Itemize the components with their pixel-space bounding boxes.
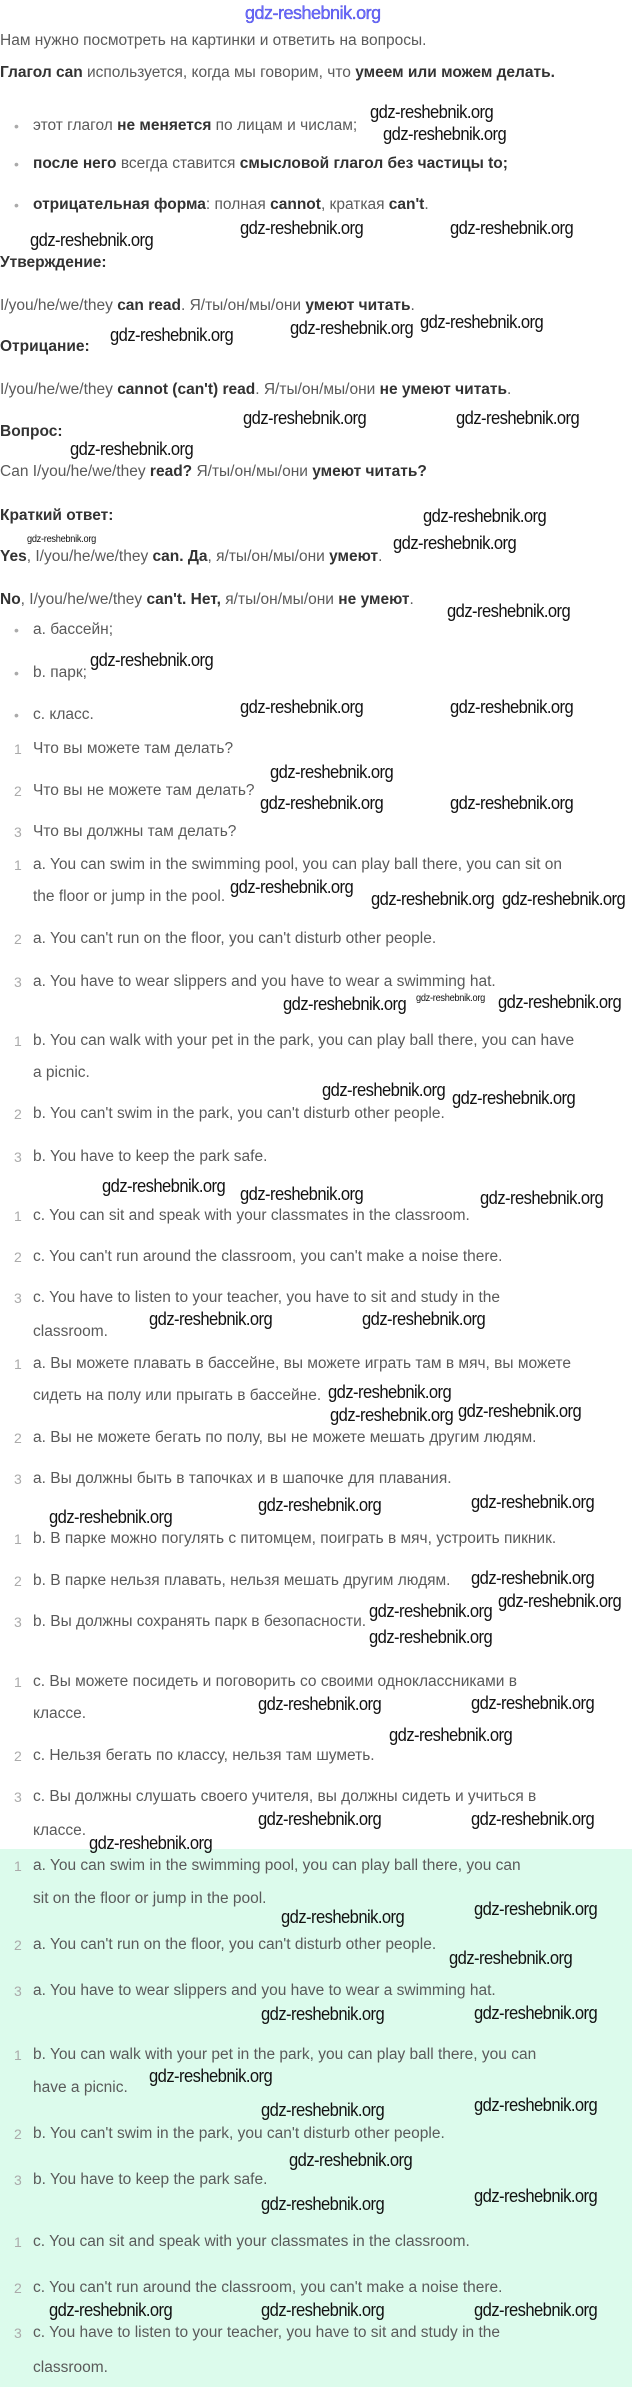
watermark: gdz-reshebnik.org xyxy=(369,1627,493,1647)
item-continuation xyxy=(33,2078,128,2098)
watermark: gdz-reshebnik.org xyxy=(149,1309,273,1329)
paragraph-line xyxy=(0,462,427,482)
item-number: 3 xyxy=(14,1290,22,1306)
bold-text: Глагол can xyxy=(0,64,83,81)
numbered-item xyxy=(14,2124,445,2144)
paragraph-line xyxy=(0,380,511,400)
item-number: 1 xyxy=(14,2047,22,2063)
text: sit on the floor or jump in the pool. xyxy=(33,1890,267,1907)
watermark: gdz-reshebnik.org xyxy=(471,1693,595,1713)
item-number: 3 xyxy=(14,1471,22,1487)
numbered-item xyxy=(14,2170,268,2190)
item-continuation xyxy=(33,1386,321,1406)
numbered-item xyxy=(14,972,496,992)
watermark: gdz-reshebnik.org xyxy=(283,994,407,1014)
text: c. You can sit and speak with your classmates in the classroom. xyxy=(33,2233,470,2250)
paragraph-line xyxy=(0,253,107,273)
paragraph-line xyxy=(0,590,414,610)
numbered-item xyxy=(14,739,234,759)
item-number: 2 xyxy=(14,1430,22,1446)
watermark: gdz-reshebnik.org xyxy=(456,408,580,428)
item-number: 1 xyxy=(14,857,22,873)
text: the floor or jump in the pool. xyxy=(33,888,226,905)
item-number: 2 xyxy=(14,2280,22,2296)
text: b. You can't swim in the park, you can't disturb other people. xyxy=(33,2125,445,2142)
bold-text: Yes xyxy=(0,548,27,565)
text: я/ты/он/мы/они xyxy=(220,591,339,608)
watermark: gdz-reshebnik.org xyxy=(258,1694,382,1714)
item-number: 2 xyxy=(14,1937,22,1953)
text: по лицам и числам; xyxy=(211,117,358,134)
text: всегда ставится xyxy=(116,155,240,172)
numbered-item xyxy=(14,1612,367,1632)
item-number: 3 xyxy=(14,1149,22,1165)
bold-text: No xyxy=(0,591,21,608)
text: используется, когда мы говорим, что xyxy=(82,64,356,81)
watermark: gdz-reshebnik.org xyxy=(474,2300,598,2320)
watermark: gdz-reshebnik.org xyxy=(498,1591,622,1611)
text: c. Вы можете посидеть и поговорить со своими одноклассниками в xyxy=(33,1673,517,1690)
bullet-marker: • xyxy=(14,622,19,638)
text: a. You have to wear slippers and you have to wear a swimming hat. xyxy=(33,973,496,990)
watermark: gdz-reshebnik.org xyxy=(416,993,485,1004)
numbered-item xyxy=(14,1935,437,1955)
watermark: gdz-reshebnik.org xyxy=(474,2003,598,2023)
text: a. You can swim in the swimming pool, you can play ball there, you can xyxy=(33,1857,521,1874)
text: классе. xyxy=(33,1822,87,1839)
watermark: gdz-reshebnik.org xyxy=(260,793,384,813)
text: а. Вы должны быть в тапочках и в шапочке для плавания. xyxy=(33,1470,452,1487)
watermark: gdz-reshebnik.org xyxy=(261,2300,385,2320)
watermark: gdz-reshebnik.org xyxy=(370,102,494,122)
watermark: gdz-reshebnik.org xyxy=(369,1601,493,1621)
bold-text: не умеют xyxy=(338,591,410,608)
text: I/you/he/we/they xyxy=(0,297,118,314)
text: classroom. xyxy=(33,2359,108,2376)
bold-text: can read xyxy=(117,297,181,314)
text: . Я/ты/он/мы/они xyxy=(255,381,380,398)
watermark: gdz-reshebnik.org xyxy=(420,312,544,332)
text: c. You can sit and speak with your classmates in the classroom. xyxy=(33,1207,470,1224)
bullet-item xyxy=(14,195,429,215)
text: . xyxy=(409,591,414,608)
item-number: 2 xyxy=(14,2126,22,2142)
bullet-item xyxy=(14,620,114,640)
text: Что вы не можете там делать? xyxy=(33,782,255,799)
item-number: 3 xyxy=(14,2325,22,2341)
paragraph-line xyxy=(0,547,382,567)
watermark: gdz-reshebnik.org xyxy=(474,2095,598,2115)
watermark: gdz-reshebnik.org xyxy=(27,534,96,545)
bullet-marker: • xyxy=(14,665,19,681)
numbered-item xyxy=(14,1856,521,1876)
numbered-item xyxy=(14,1104,445,1124)
bold-text: не меняется xyxy=(117,117,212,134)
watermark: gdz-reshebnik.org xyxy=(450,697,574,717)
bold-text: cannot xyxy=(270,196,321,213)
text: b. You can walk with your pet in the park, you can play ball there, you can xyxy=(33,2046,537,2063)
text: a picnic. xyxy=(33,1064,90,1081)
item-number: 3 xyxy=(14,1789,22,1805)
numbered-item xyxy=(14,1746,375,1766)
item-number: 3 xyxy=(14,2172,22,2188)
numbered-item xyxy=(14,1529,557,1549)
bullet-item xyxy=(14,154,508,174)
paragraph-line xyxy=(0,422,63,442)
text: c. You have to listen to your teacher, you have to sit and study in the xyxy=(33,2324,501,2341)
text: b. В парке нельзя плавать, нельзя мешать другим людям. xyxy=(33,1572,451,1589)
text: b. You can walk with your pet in the park, you can play ball there, you can have xyxy=(33,1032,575,1049)
text: . xyxy=(507,381,512,398)
item-number: 3 xyxy=(14,1983,22,1999)
watermark: gdz-reshebnik.org xyxy=(322,1080,446,1100)
text: c. You can't run around the classroom, you can't make a noise there. xyxy=(33,1248,503,1265)
bullet-item xyxy=(14,705,94,725)
item-number: 1 xyxy=(14,1033,22,1049)
item-number: 1 xyxy=(14,1208,22,1224)
bullet-marker: • xyxy=(14,156,19,172)
numbered-item xyxy=(14,1787,537,1807)
watermark: gdz-reshebnik.org xyxy=(452,1088,576,1108)
text: а. Вы не можете бегать по полу, вы не можете мешать другим людям. xyxy=(33,1429,537,1446)
bold-text: Отрицание: xyxy=(0,338,90,355)
bold-text: не умеют читать xyxy=(379,381,508,398)
watermark: gdz-reshebnik.org xyxy=(89,1833,213,1853)
text: . xyxy=(410,297,415,314)
text: b. You can't swim in the park, you can't disturb other people. xyxy=(33,1105,445,1122)
watermark: gdz-reshebnik.org xyxy=(458,1401,582,1421)
text: b. В парке можно погулять с питомцем, поиграть в мяч, устроить пикник. xyxy=(33,1530,557,1547)
numbered-item xyxy=(14,1247,503,1267)
bullet-item xyxy=(14,116,358,136)
watermark: gdz-reshebnik.org xyxy=(498,992,622,1012)
watermark: gdz-reshebnik.org xyxy=(49,1507,173,1527)
watermark: gdz-reshebnik.org xyxy=(362,1309,486,1329)
watermark: gdz-reshebnik.org xyxy=(243,408,367,428)
numbered-item xyxy=(14,2323,501,2343)
paragraph-line xyxy=(0,296,415,316)
item-number: 1 xyxy=(14,1674,22,1690)
bold-text: Краткий ответ: xyxy=(0,507,114,524)
watermark: gdz-reshebnik.org xyxy=(471,1809,595,1829)
watermark: gdz-reshebnik.org xyxy=(371,889,495,909)
numbered-item xyxy=(14,2045,537,2065)
text: b. You have to keep the park safe. xyxy=(33,1148,268,1165)
numbered-item xyxy=(14,1354,571,1374)
text: classroom. xyxy=(33,1323,108,1340)
item-continuation xyxy=(33,1821,86,1841)
watermark: gdz-reshebnik.org xyxy=(449,1948,573,1968)
watermark: gdz-reshebnik.org xyxy=(240,697,364,717)
numbered-item xyxy=(14,2232,470,2252)
text: b. Вы должны сохранять парк в безопасности. xyxy=(33,1613,367,1630)
numbered-item xyxy=(14,1469,452,1489)
item-continuation xyxy=(33,1063,90,1083)
item-continuation xyxy=(33,1322,108,1342)
text: a. бассейн; xyxy=(33,621,114,638)
item-continuation xyxy=(33,1889,267,1909)
text: а. Вы можете плавать в бассейне, вы можете играть там в мяч, вы можете xyxy=(33,1355,571,1372)
item-number: 2 xyxy=(14,931,22,947)
watermark: gdz-reshebnik.org xyxy=(281,1907,405,1927)
bold-text: после него xyxy=(33,155,117,172)
text: . xyxy=(378,548,383,565)
bold-text: can't xyxy=(388,196,425,213)
watermark: gdz-reshebnik.org xyxy=(149,2066,273,2086)
watermark: gdz-reshebnik.org xyxy=(290,318,414,338)
paragraph-line xyxy=(0,63,555,83)
text: , I/you/he/we/they xyxy=(26,548,153,565)
watermark: gdz-reshebnik.org xyxy=(110,325,234,345)
text: b. You have to keep the park safe. xyxy=(33,2171,268,2188)
item-number: 1 xyxy=(14,1858,22,1874)
text: Что вы должны там делать? xyxy=(33,823,237,840)
watermark: gdz-reshebnik.org xyxy=(261,2194,385,2214)
numbered-item xyxy=(14,1981,496,2001)
text: I/you/he/we/they xyxy=(0,381,118,398)
watermark: gdz-reshebnik.org xyxy=(423,506,547,526)
numbered-item xyxy=(14,1147,268,1167)
watermark: gdz-reshebnik.org xyxy=(30,230,154,250)
item-number: 1 xyxy=(14,1531,22,1547)
paragraph-line xyxy=(0,337,90,357)
watermark: gdz-reshebnik.org xyxy=(102,1176,226,1196)
watermark: gdz-reshebnik.org xyxy=(49,2300,173,2320)
numbered-item xyxy=(14,1031,575,1051)
text: . xyxy=(424,196,429,213)
item-number: 3 xyxy=(14,824,22,840)
watermark: gdz-reshebnik.org xyxy=(471,1568,595,1588)
text: этот глагол xyxy=(33,117,118,134)
paragraph-line xyxy=(0,506,113,526)
bold-text: умеем или можем делать. xyxy=(355,64,555,81)
item-number: 1 xyxy=(14,741,22,757)
text: : полная xyxy=(205,196,271,213)
text: c. класс. xyxy=(33,706,94,723)
watermark: gdz-reshebnik.org xyxy=(502,889,626,909)
item-continuation xyxy=(33,2358,108,2378)
watermark: gdz-reshebnik.org xyxy=(330,1405,454,1425)
watermark: gdz-reshebnik.org xyxy=(447,601,571,621)
text: b. парк; xyxy=(33,664,87,681)
text: , я/ты/он/мы/они xyxy=(207,548,330,565)
watermark: gdz-reshebnik.org xyxy=(480,1188,604,1208)
item-number: 1 xyxy=(14,2234,22,2250)
numbered-item xyxy=(14,781,255,801)
watermark: gdz-reshebnik.org xyxy=(70,439,194,459)
text: c. You can't run around the classroom, you can't make a noise there. xyxy=(33,2279,503,2296)
numbered-item xyxy=(14,1288,501,1308)
bold-text: can. Да xyxy=(152,548,208,565)
text: . Я/ты/он/мы/они xyxy=(180,297,306,314)
bullet-marker: • xyxy=(14,118,19,134)
watermark: gdz-reshebnik.org xyxy=(450,218,574,238)
text: a. You can't run on the floor, you can't disturb other people. xyxy=(33,930,437,947)
numbered-item xyxy=(14,1672,517,1692)
watermark: gdz-reshebnik.org xyxy=(393,533,517,553)
text: c. You have to listen to your teacher, you have to sit and study in the xyxy=(33,1289,501,1306)
numbered-item xyxy=(14,929,437,949)
bold-text: умеют читать xyxy=(305,297,411,314)
text: , краткая xyxy=(320,196,389,213)
text: сидеть на полу или прыгать в бассейне. xyxy=(33,1387,322,1404)
item-number: 2 xyxy=(14,1249,22,1265)
text: c. Вы должны слушать своего учителя, вы должны сидеть и учиться в xyxy=(33,1788,537,1805)
item-continuation xyxy=(33,1704,86,1724)
watermark: gdz-reshebnik.org xyxy=(383,124,507,144)
item-continuation xyxy=(33,887,225,907)
bold-text: read? xyxy=(149,463,193,480)
bold-text: can't. Нет, xyxy=(146,591,221,608)
item-number: 3 xyxy=(14,1614,22,1630)
numbered-item xyxy=(14,1428,537,1448)
watermark: gdz-reshebnik.org xyxy=(389,1725,513,1745)
text: Я/ты/он/мы/они xyxy=(192,463,313,480)
text: a. You can swim in the swimming pool, you can play ball there, you can sit on xyxy=(33,856,563,873)
text: a. You have to wear slippers and you have to wear a swimming hat. xyxy=(33,1982,496,1999)
watermark: gdz-reshebnik.org xyxy=(90,650,214,670)
item-number: 3 xyxy=(14,974,22,990)
item-number: 2 xyxy=(14,1106,22,1122)
item-number: 2 xyxy=(14,1573,22,1589)
text: Что вы можете там делать? xyxy=(33,740,234,757)
item-number: 2 xyxy=(14,1748,22,1764)
text: have a picnic. xyxy=(33,2079,128,2096)
text: a. You can't run on the floor, you can't disturb other people. xyxy=(33,1936,437,1953)
item-number: 2 xyxy=(14,783,22,799)
bold-text: умеют читать? xyxy=(312,463,427,480)
watermark: gdz-reshebnik.org xyxy=(450,793,574,813)
paragraph-line xyxy=(0,31,426,51)
watermark: gdz-reshebnik.org xyxy=(471,1492,595,1512)
site-title[interactable]: gdz-reshebnik.org xyxy=(245,3,381,23)
watermark: gdz-reshebnik.org xyxy=(258,1809,382,1829)
text: Can I/you/he/we/they xyxy=(0,463,150,480)
text: Нам нужно посмотреть на картинки и ответить на вопросы. xyxy=(0,32,427,49)
text: , I/you/he/we/they xyxy=(20,591,147,608)
numbered-item xyxy=(14,855,563,875)
bold-text: смысловой глагол без частицы to; xyxy=(239,155,508,172)
numbered-item xyxy=(14,1571,451,1591)
bold-text: отрицательная форма xyxy=(33,196,206,213)
numbered-item xyxy=(14,2278,503,2298)
bullet-item xyxy=(14,663,87,683)
bold-text: умеют xyxy=(329,548,379,565)
bullet-marker: • xyxy=(14,197,19,213)
watermark: gdz-reshebnik.org xyxy=(230,877,354,897)
watermark: gdz-reshebnik.org xyxy=(240,1184,364,1204)
watermark: gdz-reshebnik.org xyxy=(474,2186,598,2206)
numbered-item xyxy=(14,1206,470,1226)
watermark: gdz-reshebnik.org xyxy=(261,2004,385,2024)
bold-text: Утверждение: xyxy=(0,254,107,271)
watermark: gdz-reshebnik.org xyxy=(328,1382,452,1402)
watermark: gdz-reshebnik.org xyxy=(258,1495,382,1515)
watermark: gdz-reshebnik.org xyxy=(289,2150,413,2170)
text: c. Нельзя бегать по классу, нельзя там шуметь. xyxy=(33,1747,375,1764)
numbered-item xyxy=(14,822,237,842)
item-number: 1 xyxy=(14,1356,22,1372)
watermark: gdz-reshebnik.org xyxy=(261,2100,385,2120)
watermark: gdz-reshebnik.org xyxy=(270,762,394,782)
text: классе. xyxy=(33,1705,87,1722)
bold-text: cannot (can't) read xyxy=(117,381,256,398)
bold-text: Вопрос: xyxy=(0,423,63,440)
bullet-marker: • xyxy=(14,707,19,723)
watermark: gdz-reshebnik.org xyxy=(240,218,364,238)
watermark: gdz-reshebnik.org xyxy=(474,1899,598,1919)
